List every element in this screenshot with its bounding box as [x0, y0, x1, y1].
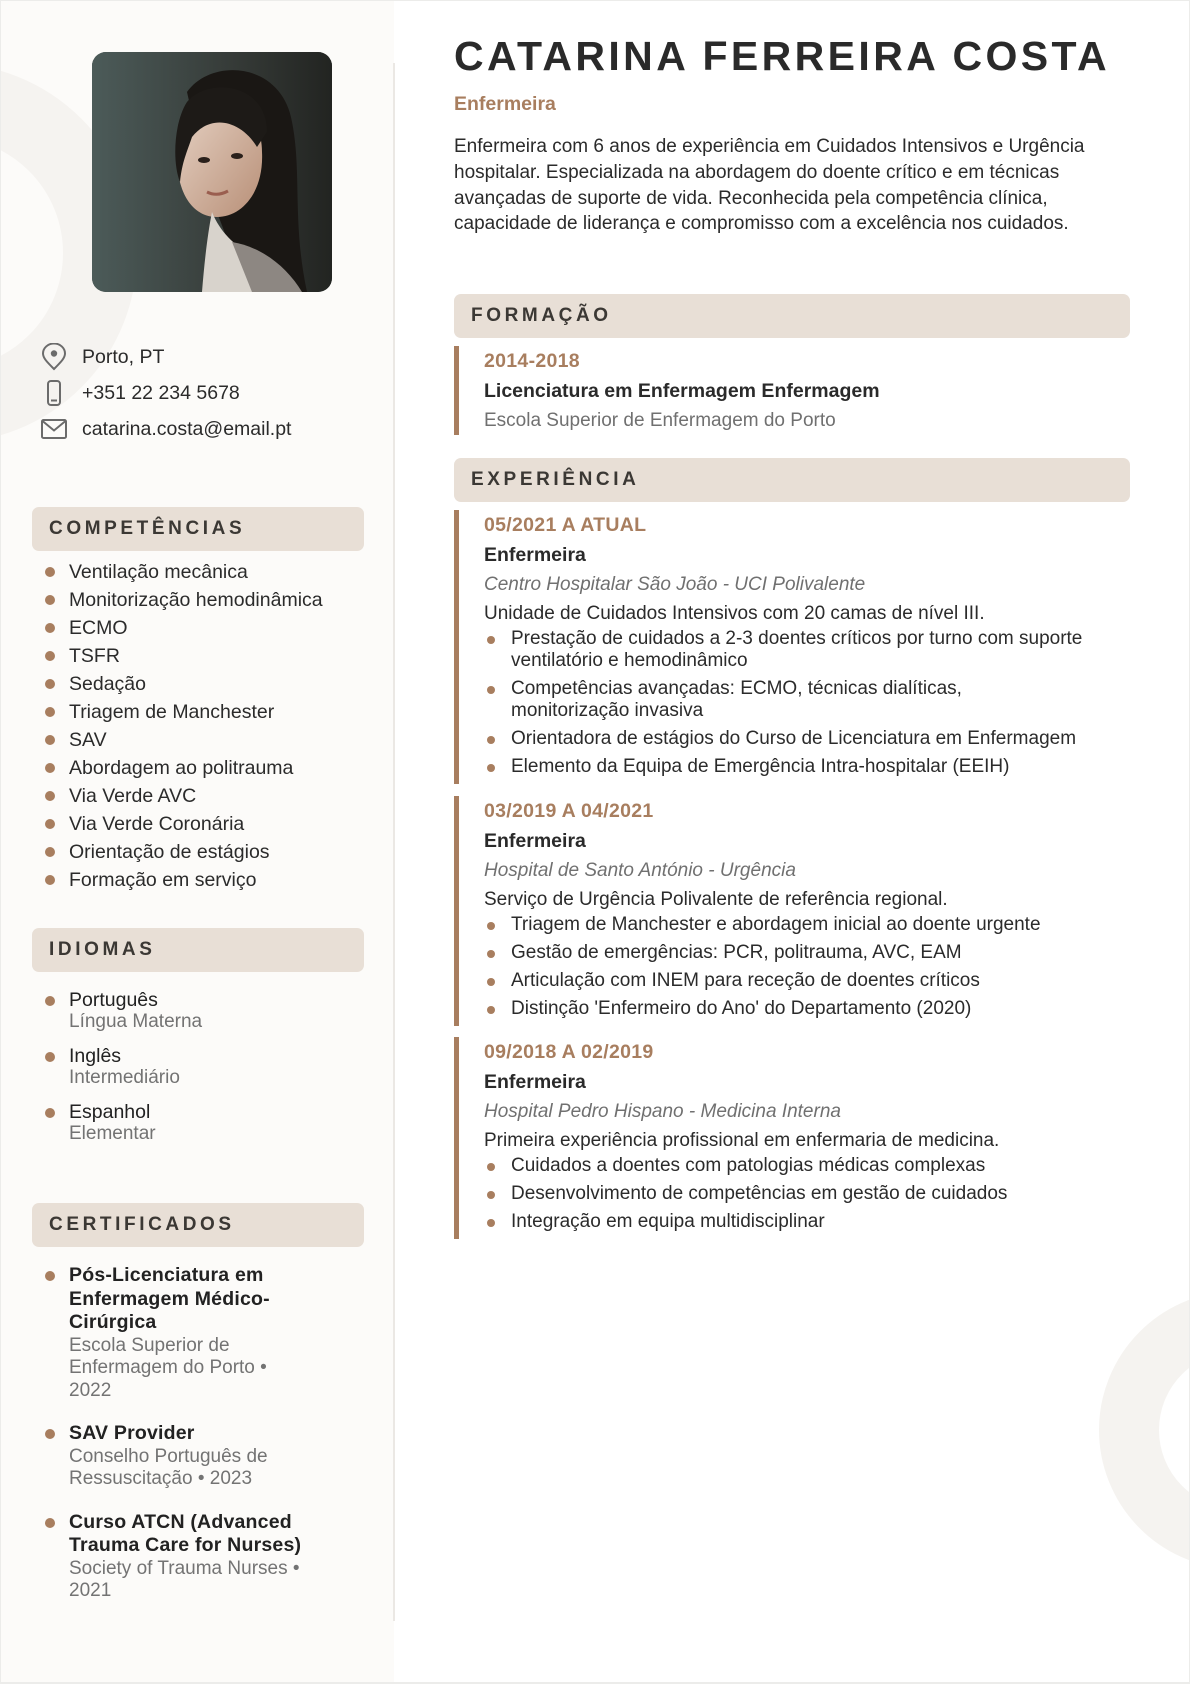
certificate-item: [45, 1511, 345, 1603]
profile-photo: [92, 52, 332, 292]
job-bullet: Cuidados a doentes com patologias médicas complexas: [484, 1155, 1174, 1177]
mail-icon: [40, 415, 68, 443]
education-date: 2014-2018: [484, 350, 580, 372]
job-company: Hospital Pedro Hispano - Medicina Interna: [484, 1101, 841, 1122]
job-bullets: [484, 628, 1174, 778]
bullet-dot: [487, 1163, 495, 1171]
skills-section-title: COMPETÊNCIAS: [32, 507, 364, 551]
map-pin-icon: [40, 343, 68, 371]
bullet-dot: [487, 922, 495, 930]
skill-item: Sedação: [45, 670, 385, 698]
contact-list: [40, 339, 380, 447]
job-title: Enfermeira: [484, 1071, 586, 1093]
languages-section-title: IDIOMAS: [32, 928, 364, 972]
bullet-dot: [45, 791, 55, 801]
job-company: Hospital de Santo António - Urgência: [484, 860, 796, 881]
education-degree: Licenciatura em Enfermagem Enfermagem: [484, 380, 880, 402]
bullet-dot: [45, 651, 55, 661]
bullet-dot: [487, 636, 495, 644]
certificate-meta: Conselho Português de Ressuscitação • 2023: [69, 1445, 268, 1489]
job-bullets: [484, 1155, 1174, 1233]
languages-list: [45, 989, 365, 1157]
bullet-dot: [487, 1191, 495, 1199]
job-bullet: Distinção 'Enfermeiro do Ano' do Departamento (2020): [484, 998, 1174, 1020]
certificate-name: SAV Provider: [69, 1422, 195, 1444]
certificate-item: [45, 1264, 345, 1402]
experience-section-title: EXPERIÊNCIA: [454, 458, 1130, 502]
language-item: [45, 1045, 365, 1089]
language-level: Elementar: [69, 1123, 156, 1144]
bullet-dot: [45, 595, 55, 605]
skill-item: TSFR: [45, 642, 385, 670]
certificates-list: [45, 1264, 345, 1623]
phone-text[interactable]: +351 22 234 5678: [82, 381, 240, 404]
job-description: Primeira experiência profissional em enfermaria de medicina.: [484, 1130, 1000, 1151]
job-title: Enfermeira: [484, 830, 586, 852]
candidate-name: CATARINA FERREIRA COSTA: [454, 33, 1110, 79]
email-text[interactable]: catarina.costa@email.pt: [82, 417, 292, 440]
language-name: Inglês: [69, 1045, 122, 1067]
column-divider: [393, 63, 395, 1621]
job-bullet: Prestação de cuidados a 2-3 doentes críticos por turno com suporte ventilatório e hemodinâmico: [484, 628, 1174, 672]
bullet-dot: [487, 1219, 495, 1227]
job-bullet: Articulação com INEM para receção de doentes críticos: [484, 970, 1174, 992]
candidate-role: Enfermeira: [454, 93, 556, 115]
job-description: Serviço de Urgência Polivalente de referência regional.: [484, 889, 948, 910]
skill-item: Triagem de Manchester: [45, 698, 385, 726]
experience-entry: [454, 1037, 1174, 1239]
bullet-dot: [45, 679, 55, 689]
location-text: Porto, PT: [82, 345, 165, 368]
skill-item: ECMO: [45, 614, 385, 642]
certificate-meta: Escola Superior de Enfermagem do Porto • 2022: [69, 1334, 267, 1401]
job-bullet: Competências avançadas: ECMO, técnicas dialíticas, monitorização invasiva: [484, 678, 1174, 722]
job-bullets: [484, 914, 1174, 1020]
job-description: Unidade de Cuidados Intensivos com 20 camas de nível III.: [484, 603, 985, 624]
bullet-dot: [45, 1429, 55, 1439]
bullet-dot: [45, 1108, 55, 1118]
experience-entry: [454, 510, 1174, 784]
language-level: Língua Materna: [69, 1011, 203, 1032]
contact-phone: [40, 375, 380, 411]
language-name: Espanhol: [69, 1101, 151, 1123]
job-bullet: Desenvolvimento de competências em gestão de cuidados: [484, 1183, 1174, 1205]
bullet-dot: [487, 1006, 495, 1014]
certificate-item: [45, 1422, 345, 1491]
bullet-dot: [45, 1052, 55, 1062]
job-company: Centro Hospitalar São João - UCI Polivalente: [484, 574, 866, 595]
skills-list: [45, 558, 385, 894]
bullet-dot: [45, 1271, 55, 1281]
job-bullet: Gestão de emergências: PCR, politrauma, AVC, EAM: [484, 942, 1174, 964]
bullet-dot: [487, 764, 495, 772]
job-bullet: Orientadora de estágios do Curso de Licenciatura em Enfermagem: [484, 728, 1174, 750]
job-bullet: Integração em equipa multidisciplinar: [484, 1211, 1174, 1233]
skill-item: Orientação de estágios: [45, 838, 385, 866]
certificate-name: Pós-Licenciatura em Enfermagem Médico-Cirúrgica: [69, 1264, 270, 1333]
certificate-name: Curso ATCN (Advanced Trauma Care for Nurses): [69, 1510, 302, 1556]
skill-item: Abordagem ao politrauma: [45, 754, 385, 782]
bullet-dot: [487, 686, 495, 694]
bullet-dot: [45, 1518, 55, 1528]
skill-item: Ventilação mecânica: [45, 558, 385, 586]
bullet-dot: [45, 819, 55, 829]
language-item: [45, 1101, 365, 1145]
bullet-dot: [45, 707, 55, 717]
skill-item: Via Verde AVC: [45, 782, 385, 810]
bullet-dot: [45, 875, 55, 885]
certificates-section-title: CERTIFICADOS: [32, 1203, 364, 1247]
certificate-meta: Society of Trauma Nurses • 2021: [69, 1557, 300, 1601]
experience-entry: [454, 796, 1174, 1026]
sidebar: [1, 1, 394, 1682]
bullet-dot: [45, 763, 55, 773]
bullet-dot: [487, 950, 495, 958]
resume-page: [1, 1, 1189, 1682]
skill-item: SAV: [45, 726, 385, 754]
job-bullet: Elemento da Equipa de Emergência Intra-hospitalar (EEIH): [484, 756, 1174, 778]
language-level: Intermediário: [69, 1067, 180, 1088]
phone-icon: [40, 379, 68, 407]
bullet-dot: [45, 996, 55, 1006]
job-bullet: Triagem de Manchester e abordagem inicial ao doente urgente: [484, 914, 1174, 936]
bullet-dot: [45, 735, 55, 745]
profile-summary: Enfermeira com 6 anos de experiência em Cuidados Intensivos e Urgência hospitalar. Especializada na abordagem do doente crítico e em técnicas avançadas de suporte de vida. Reconhecida pela competência clínica, capacidade de liderança e compromisso com a excelência nos cuidados.: [454, 136, 1085, 235]
contact-location: [40, 339, 380, 375]
education-school: Escola Superior de Enfermagem do Porto: [484, 410, 836, 431]
skill-item: Via Verde Coronária: [45, 810, 385, 838]
education-section-title: FORMAÇÃO: [454, 294, 1130, 338]
skill-item: Monitorização hemodinâmica: [45, 586, 385, 614]
bullet-dot: [487, 978, 495, 986]
decorative-ring: [1099, 1291, 1189, 1569]
bullet-dot: [487, 736, 495, 744]
bullet-dot: [45, 847, 55, 857]
portrait-image: [92, 52, 332, 292]
bullet-dot: [45, 623, 55, 633]
education-entry: [454, 346, 1174, 435]
language-name: Português: [69, 989, 158, 1011]
contact-email: [40, 411, 380, 447]
job-date: 03/2019 A 04/2021: [484, 800, 654, 822]
job-date: 05/2021 A ATUAL: [484, 514, 647, 536]
language-item: [45, 989, 365, 1033]
skill-item: Formação em serviço: [45, 866, 385, 894]
job-title: Enfermeira: [484, 544, 586, 566]
bullet-dot: [45, 567, 55, 577]
job-date: 09/2018 A 02/2019: [484, 1041, 654, 1063]
